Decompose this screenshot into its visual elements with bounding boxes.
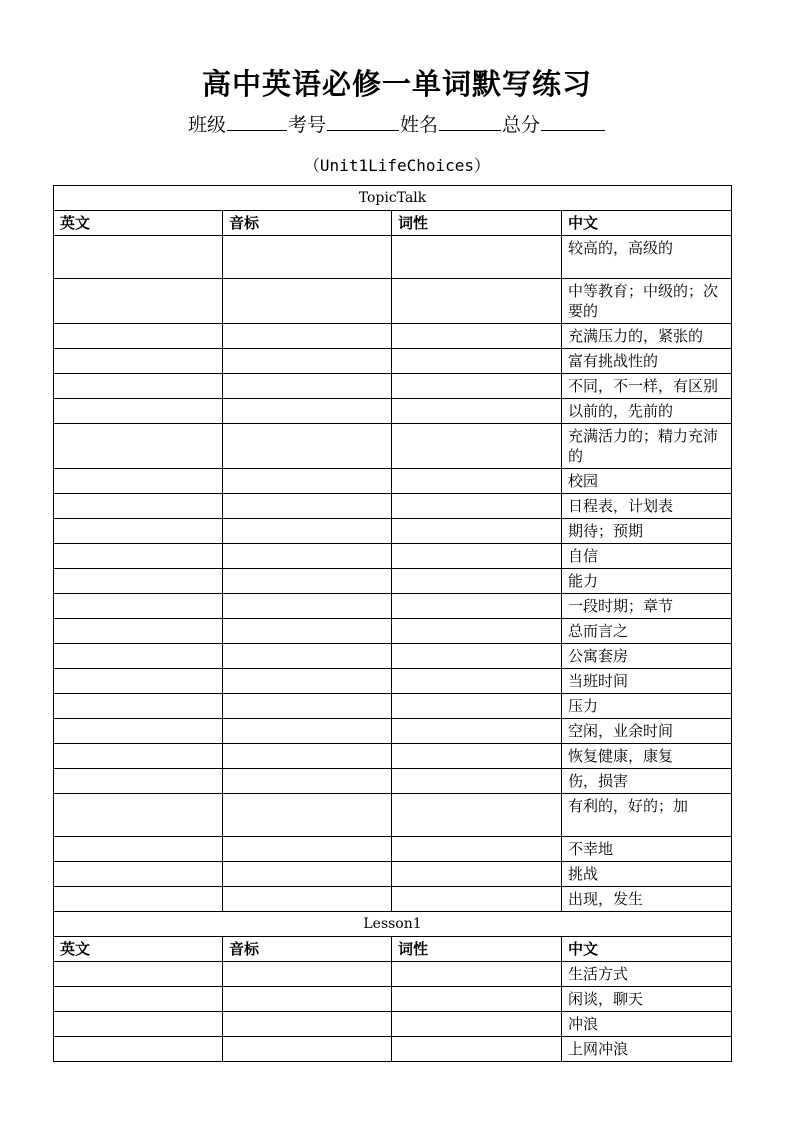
phonetic-cell[interactable]: [223, 424, 392, 469]
english-cell[interactable]: [54, 424, 223, 469]
english-cell[interactable]: [54, 519, 223, 544]
chinese-cell: 一段时期；章节: [562, 594, 732, 619]
phonetic-cell[interactable]: [223, 349, 392, 374]
table-row: [54, 236, 732, 279]
english-cell[interactable]: [54, 669, 223, 694]
pos-cell[interactable]: [392, 744, 562, 769]
chinese-cell: 当班时间: [562, 669, 732, 694]
pos-cell[interactable]: [392, 887, 562, 912]
chinese-cell: 上网冲浪: [562, 1037, 732, 1062]
pos-cell[interactable]: [392, 349, 562, 374]
phonetic-cell[interactable]: [223, 469, 392, 494]
pos-cell[interactable]: [392, 569, 562, 594]
phonetic-cell[interactable]: [223, 1037, 392, 1062]
phonetic-cell[interactable]: [223, 694, 392, 719]
english-cell[interactable]: [54, 862, 223, 887]
english-cell[interactable]: [54, 544, 223, 569]
column-header-row: [54, 211, 732, 236]
pos-cell[interactable]: [392, 494, 562, 519]
chinese-cell: 公寓套房: [562, 644, 732, 669]
table-row: [54, 374, 732, 399]
english-cell[interactable]: [54, 619, 223, 644]
column-header: 英文: [54, 937, 223, 962]
table-row: [54, 494, 732, 519]
chinese-cell: 能力: [562, 569, 732, 594]
student-info-line: [0, 110, 794, 137]
table-row: [54, 694, 732, 719]
phonetic-cell[interactable]: [223, 837, 392, 862]
number-label: 考号: [287, 114, 326, 136]
chinese-cell: 充满压力的，紧张的: [562, 324, 732, 349]
table-row: [54, 862, 732, 887]
chinese-cell: 充满活力的；精力充沛的: [562, 424, 732, 469]
chinese-cell: 冲浪: [562, 1012, 732, 1037]
section-header-row: [54, 186, 732, 211]
pos-cell[interactable]: [392, 424, 562, 469]
english-cell[interactable]: [54, 887, 223, 912]
phonetic-cell[interactable]: [223, 887, 392, 912]
name-blank[interactable]: [439, 110, 501, 131]
pos-cell[interactable]: [392, 987, 562, 1012]
english-cell[interactable]: [54, 236, 223, 279]
phonetic-cell[interactable]: [223, 236, 392, 279]
pos-cell[interactable]: [392, 837, 562, 862]
pos-cell[interactable]: [392, 279, 562, 324]
table-row: [54, 324, 732, 349]
phonetic-cell[interactable]: [223, 569, 392, 594]
english-cell[interactable]: [54, 469, 223, 494]
phonetic-cell[interactable]: [223, 719, 392, 744]
english-cell[interactable]: [54, 279, 223, 324]
chinese-cell: 富有挑战性的: [562, 349, 732, 374]
table-row: [54, 619, 732, 644]
table-row: [54, 349, 732, 374]
chinese-cell: 日程表，计划表: [562, 494, 732, 519]
chinese-cell: 期待；预期: [562, 519, 732, 544]
english-cell[interactable]: [54, 694, 223, 719]
unit-heading: （Unit1LifeChoices）: [303, 156, 491, 175]
chinese-cell: 生活方式: [562, 962, 732, 987]
page-title: 高中英语必修一单词默写练习: [201, 67, 592, 101]
phonetic-cell[interactable]: [223, 324, 392, 349]
chinese-cell: 闲谈，聊天: [562, 987, 732, 1012]
english-cell[interactable]: [54, 349, 223, 374]
section-title: Lesson1: [54, 912, 732, 937]
table-row: [54, 544, 732, 569]
english-cell[interactable]: [54, 962, 223, 987]
table-row: [54, 1012, 732, 1037]
table-row: [54, 669, 732, 694]
name-label: 姓名: [400, 114, 439, 136]
phonetic-cell[interactable]: [223, 769, 392, 794]
pos-cell[interactable]: [392, 862, 562, 887]
table-row: [54, 719, 732, 744]
chinese-cell: 校园: [562, 469, 732, 494]
table-row: [54, 424, 732, 469]
phonetic-cell[interactable]: [223, 1012, 392, 1037]
column-header: 词性: [392, 937, 562, 962]
pos-cell[interactable]: [392, 399, 562, 424]
phonetic-cell[interactable]: [223, 544, 392, 569]
column-header: 音标: [223, 211, 392, 236]
phonetic-cell[interactable]: [223, 619, 392, 644]
chinese-cell: 总而言之: [562, 619, 732, 644]
pos-cell[interactable]: [392, 594, 562, 619]
column-header: 词性: [392, 211, 562, 236]
english-cell[interactable]: [54, 837, 223, 862]
phonetic-cell[interactable]: [223, 399, 392, 424]
table-row: [54, 279, 732, 324]
section-title: TopicTalk: [54, 186, 732, 211]
pos-cell[interactable]: [392, 544, 562, 569]
english-cell[interactable]: [54, 494, 223, 519]
chinese-cell: 出现，发生: [562, 887, 732, 912]
pos-cell[interactable]: [392, 619, 562, 644]
phonetic-cell[interactable]: [223, 962, 392, 987]
phonetic-cell[interactable]: [223, 644, 392, 669]
table-row: [54, 399, 732, 424]
table-row: [54, 837, 732, 862]
number-blank[interactable]: [327, 110, 399, 131]
phonetic-cell[interactable]: [223, 744, 392, 769]
column-header: 中文: [562, 937, 732, 962]
chinese-cell: 有利的，好的；加: [562, 794, 732, 837]
phonetic-cell[interactable]: [223, 494, 392, 519]
column-header: 中文: [562, 211, 732, 236]
vocabulary-table: [53, 185, 732, 1062]
pos-cell[interactable]: [392, 669, 562, 694]
chinese-cell: 较高的，高级的: [562, 236, 732, 279]
phonetic-cell[interactable]: [223, 594, 392, 619]
phonetic-cell[interactable]: [223, 279, 392, 324]
score-label: 总分: [502, 114, 541, 136]
pos-cell[interactable]: [392, 469, 562, 494]
english-cell[interactable]: [54, 1037, 223, 1062]
phonetic-cell[interactable]: [223, 519, 392, 544]
table-row: [54, 519, 732, 544]
table-row: [54, 644, 732, 669]
pos-cell[interactable]: [392, 236, 562, 279]
pos-cell[interactable]: [392, 769, 562, 794]
english-cell[interactable]: [54, 399, 223, 424]
english-cell[interactable]: [54, 569, 223, 594]
table-row: [54, 769, 732, 794]
phonetic-cell[interactable]: [223, 987, 392, 1012]
table-row: [54, 469, 732, 494]
english-cell[interactable]: [54, 744, 223, 769]
class-label: 班级: [187, 114, 226, 136]
table-row: [54, 987, 732, 1012]
pos-cell[interactable]: [392, 794, 562, 837]
phonetic-cell[interactable]: [223, 862, 392, 887]
english-cell[interactable]: [54, 1012, 223, 1037]
chinese-cell: 挑战: [562, 862, 732, 887]
pos-cell[interactable]: [392, 962, 562, 987]
chinese-cell: 以前的，先前的: [562, 399, 732, 424]
table-row: [54, 962, 732, 987]
phonetic-cell[interactable]: [223, 669, 392, 694]
table-row: [54, 794, 732, 837]
column-header: 音标: [223, 937, 392, 962]
table-row: [54, 887, 732, 912]
chinese-cell: 不幸地: [562, 837, 732, 862]
chinese-cell: 自信: [562, 544, 732, 569]
english-cell[interactable]: [54, 374, 223, 399]
pos-cell[interactable]: [392, 374, 562, 399]
table-row: [54, 569, 732, 594]
chinese-cell: 恢复健康，康复: [562, 744, 732, 769]
pos-cell[interactable]: [392, 719, 562, 744]
table-row: [54, 744, 732, 769]
pos-cell[interactable]: [392, 1037, 562, 1062]
pos-cell[interactable]: [392, 694, 562, 719]
class-blank[interactable]: [227, 110, 287, 131]
pos-cell[interactable]: [392, 324, 562, 349]
column-header: 英文: [54, 211, 223, 236]
table-row: [54, 1037, 732, 1062]
pos-cell[interactable]: [392, 519, 562, 544]
chinese-cell: 压力: [562, 694, 732, 719]
english-cell[interactable]: [54, 794, 223, 837]
chinese-cell: 空闲，业余时间: [562, 719, 732, 744]
english-cell[interactable]: [54, 644, 223, 669]
section-header-row: [54, 912, 732, 937]
column-header-row: [54, 937, 732, 962]
table-row: [54, 594, 732, 619]
english-cell[interactable]: [54, 719, 223, 744]
english-cell[interactable]: [54, 769, 223, 794]
chinese-cell: 伤，损害: [562, 769, 732, 794]
chinese-cell: 中等教育；中级的；次要的: [562, 279, 732, 324]
pos-cell[interactable]: [392, 1012, 562, 1037]
chinese-cell: 不同，不一样，有区别: [562, 374, 732, 399]
english-cell[interactable]: [54, 987, 223, 1012]
score-blank[interactable]: [541, 110, 605, 131]
english-cell[interactable]: [54, 324, 223, 349]
phonetic-cell[interactable]: [223, 374, 392, 399]
english-cell[interactable]: [54, 594, 223, 619]
pos-cell[interactable]: [392, 644, 562, 669]
phonetic-cell[interactable]: [223, 794, 392, 837]
